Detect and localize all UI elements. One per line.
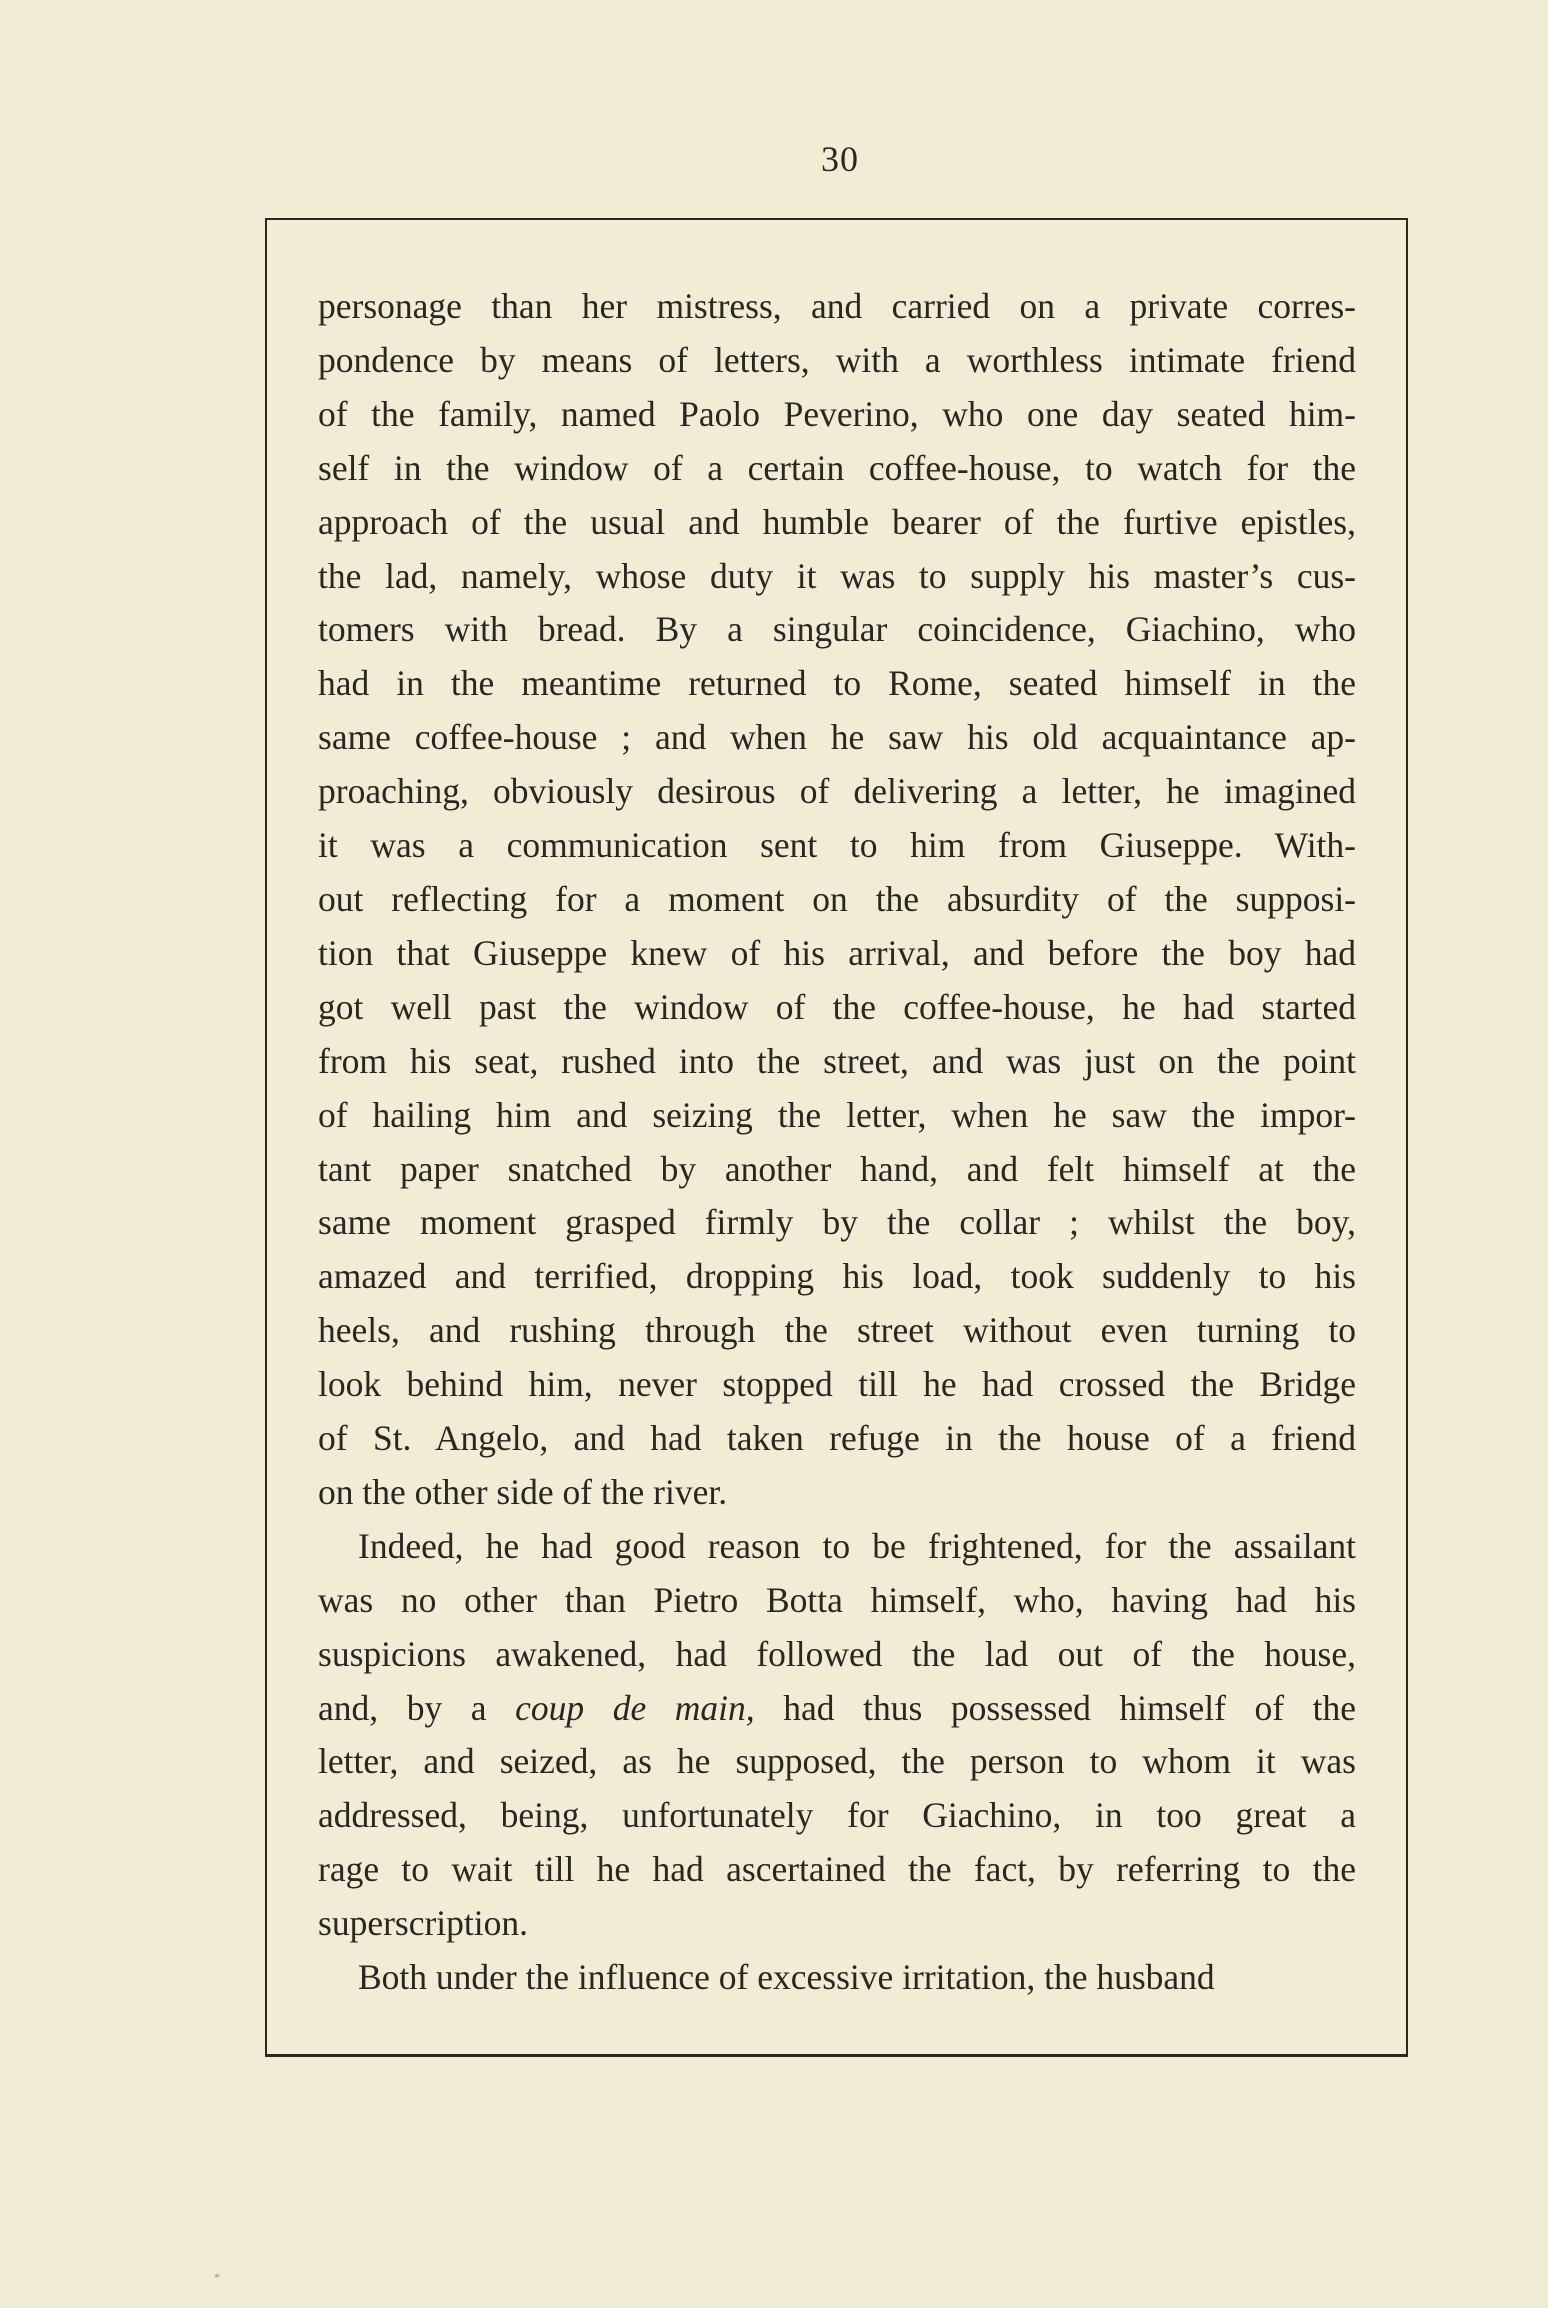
text-line: of hailing him and seizing the letter, when he saw the impor- (318, 1094, 1356, 1135)
text-line: it was a communication sent to him from Giuseppe. With- (318, 825, 1356, 866)
paragraph (318, 1520, 1356, 1951)
text-line: tion that Giuseppe knew of his arrival, and before the boy had (318, 932, 1356, 973)
text-line: self in the window of a certain coffee-house, to watch for the (318, 447, 1356, 488)
text-line: look behind him, never stopped till he had crossed the Bridge (318, 1364, 1356, 1405)
text-line: letter, and seized, as he supposed, the person to whom it was (318, 1741, 1356, 1782)
text-line (318, 1682, 1356, 1736)
text-line: heels, and rushing through the street without even turning to (318, 1310, 1356, 1351)
text-line: Indeed, he had good reason to be frightened, for the assailant (358, 1525, 1356, 1566)
text-line: proaching, obviously desirous of delivering a letter, he imagined (318, 771, 1356, 812)
text-run: and, by a (318, 1687, 516, 1728)
body-text (318, 280, 1356, 2005)
text-line: same coffee-house ; and when he saw his old acquaintance ap- (318, 717, 1356, 758)
text-line: approach of the usual and humble bearer of the furtive epistles, (318, 501, 1356, 542)
text-line: had in the meantime returned to Rome, seated himself in the (318, 663, 1356, 704)
text-line: was no other than Pietro Botta himself, who, having had his (318, 1579, 1356, 1620)
text-line: tomers with bread. By a singular coincidence, Giachino, who (318, 609, 1356, 650)
text-line: personage than her mistress, and carried on a private corres- (318, 286, 1356, 326)
text-line: the lad, namely, whose duty it was to supply his master’s cus- (318, 555, 1356, 596)
text-line: addressed, being, unfortunately for Giachino, in too great a (318, 1795, 1356, 1836)
text-line: of the family, named Paolo Peverino, who one day seated him- (318, 393, 1356, 434)
paragraph (318, 1951, 1356, 2005)
text-line: same moment grasped firmly by the collar ; whilst the boy, (318, 1202, 1356, 1243)
text-line: suspicions awakened, had followed the lad out of the house, (318, 1633, 1356, 1674)
text-line: rage to wait till he had ascertained the fact, by referring to the (318, 1849, 1356, 1890)
text-line: of St. Angelo, and had taken refuge in the house of a friend (318, 1418, 1356, 1459)
text-line: superscription. (318, 1903, 529, 1944)
text-line: tant paper snatched by another hand, and felt himself at the (318, 1148, 1356, 1189)
margin-mark: * (214, 2270, 220, 2284)
text-line: from his seat, rushed into the street, and was just on the point (318, 1040, 1356, 1081)
paragraph (318, 280, 1356, 1520)
text-line: got well past the window of the coffee-house, he had started (318, 986, 1356, 1027)
text-line: pondence by means of letters, with a worthless intimate friend (318, 339, 1356, 380)
text-line: on the other side of the river. (318, 1471, 728, 1512)
page-number: 30 (821, 139, 859, 179)
text-line: out reflecting for a moment on the absurdity of the supposi- (318, 878, 1356, 919)
italic-phrase: coup de main, (515, 1687, 755, 1728)
text-line: Both under the influence of excessive irritation, the husband (358, 1957, 1215, 1998)
text-line: amazed and terrified, dropping his load, took suddenly to his (318, 1256, 1356, 1297)
text-run: had thus possessed himself of the (754, 1687, 1357, 1728)
